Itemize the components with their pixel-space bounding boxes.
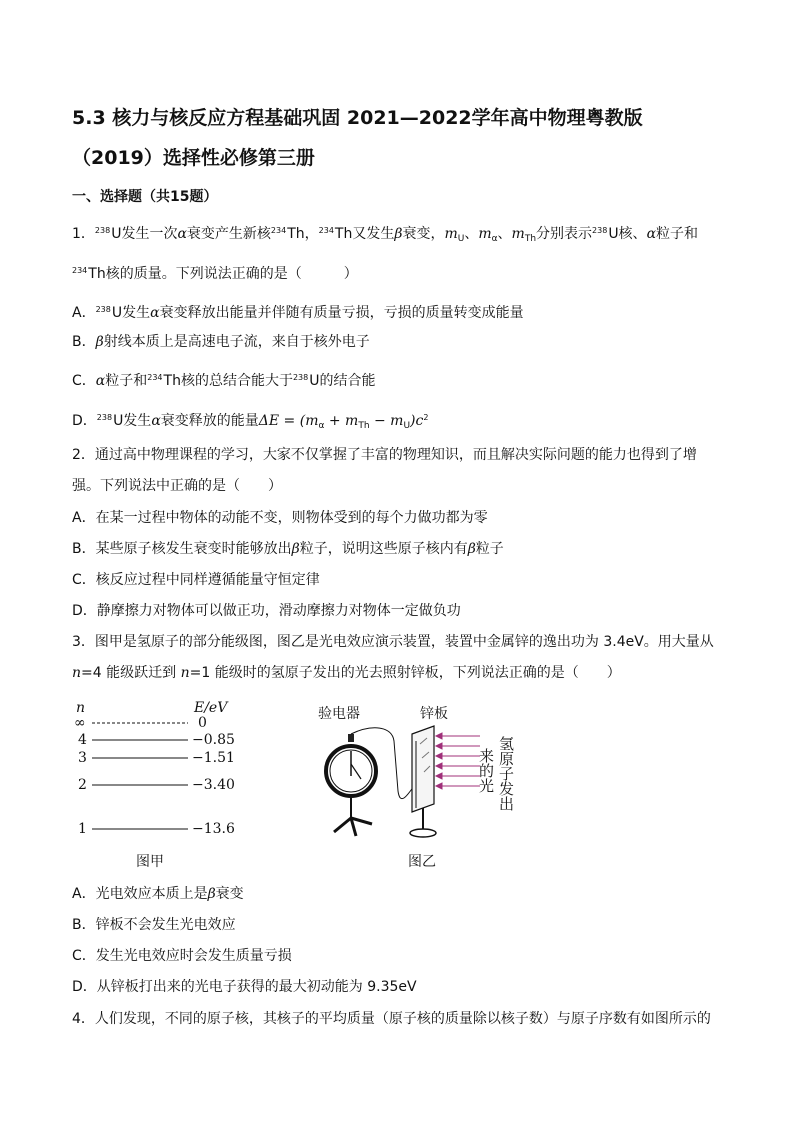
zinc-plate-label: 锌板 [420,706,448,722]
light-label-col-1: 氢原子发出 [497,736,515,811]
q3-figure [72,696,532,876]
q1-option-a: A．$^{238}$U发生α衰变释放出能量并伴随有质量亏损，亏损的质量转变成能量 [72,305,524,321]
q1-stem-line-2: $^{234}$Th核的质量。下列说法正确的是（ ） [72,266,358,282]
q3-option-b: B．锌板不会发生光电效应 [72,917,236,933]
level-n-inf: ∞ [74,715,86,731]
electroscope-tripod [334,818,372,836]
q2-stem-line-1: 2．通过高中物理课程的学习，大家不仅掌握了丰富的物理知识，而且解决实际问题的能力也得到了增 [72,447,697,463]
n-axis-label: n [76,700,86,716]
q3-option-d: D．从锌板打出来的光电子获得的最大初动能为 9.35eV [72,979,417,995]
q1-option-d: D．$^{238}$U发生α衰变释放的能量$\Delta E = (m_\alpha + m_{Th} - m_U)c^2$ [72,413,429,431]
level-n-3: 3 [78,750,87,766]
q1-option-b: B．β射线本质上是高速电子流，来自于核外电子 [72,334,370,350]
q1-option-c: C．α粒子和$^{234}$Th核的总结合能大于$^{238}$U的结合能 [72,373,376,389]
section-heading: 一、选择题（共15题） [72,189,218,205]
level-e-1: −13.6 [192,821,235,837]
caption-right: 图乙 [408,854,436,870]
q1-stem-line-1: 1．$^{238}$U发生一次α衰变产生新核$^{234}$Th，$^{234}$Th又发生β衰变，$m_U$、$m_\alpha$、$m_{Th}$分别表示$^{238}$U核、α粒子和 [72,226,699,244]
level-e-4: −0.85 [192,732,235,748]
q2-option-a: A．在某一过程中物体的动能不变，则物体受到的每个力做功都为零 [72,510,488,526]
level-e-2: −3.40 [192,777,235,793]
incident-light-arrows [436,733,480,789]
figure-svg [72,696,532,876]
q2-option-b: B．某些原子核发生衰变时能够放出β粒子，说明这些原子核内有β粒子 [72,541,504,557]
zinc-plate [412,726,434,812]
electroscope-label: 验电器 [318,706,360,722]
level-n-1: 1 [78,821,87,837]
q3-option-c: C．发生光电效应时会发生质量亏损 [72,948,292,964]
level-e-inf: 0 [198,715,207,731]
energy-axis-label: E/eV [194,700,228,716]
q2-option-d: D．静摩擦力对物体可以做正功，滑动摩擦力对物体一定做负功 [72,603,461,619]
q2-option-c: C．核反应过程中同样遵循能量守恒定律 [72,572,320,588]
photoelectric-apparatus [318,705,515,837]
level-n-2: 2 [78,777,87,793]
electroscope-knob [348,734,354,742]
q2-stem-line-2: 强。下列说法中正确的是（ ） [72,478,282,494]
level-e-3: −1.51 [192,750,235,766]
title-line-2: （2019）选择性必修第三册 [72,147,315,169]
level-n-4: 4 [78,732,87,748]
q3-stem-line-1: 3．图甲是氢原子的部分能级图，图乙是光电效应演示装置，装置中金属锌的逸出功为 3.4eV。用大量从 [72,634,714,650]
title-line-1: 5.3 核力与核反应方程基础巩固 2021—2022学年高中物理粤教版 [72,107,643,129]
q3-option-a: A．光电效应本质上是β衰变 [72,886,244,902]
q3-stem-line-2: n=4 能级跃迁到 n=1 能级时的氢原子发出的光去照射锌板，下列说法正确的是（ ） [72,665,621,681]
caption-left: 图甲 [136,854,164,870]
light-label-col-2: 来的光 [477,748,495,793]
zinc-plate-base [410,829,436,837]
energy-level-diagram [74,700,235,837]
q4-stem-line-1: 4．人们发现，不同的原子核，其核子的平均质量（原子核的质量除以核子数）与原子序数有如图所示的 [72,1011,711,1027]
